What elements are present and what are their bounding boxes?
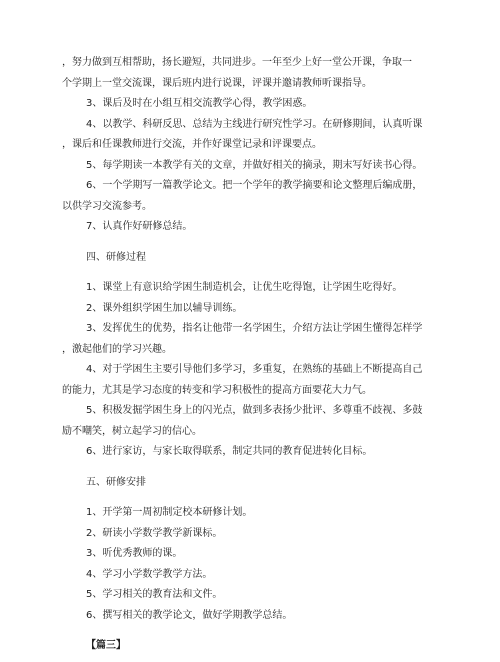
list-item: 5、积极发掘学困生身上的闪光点，做到多表扬少批评、多尊重不歧视、多鼓 bbox=[86, 405, 423, 416]
list-item: 1、课堂上有意识给学困生制造机会，让优生吃得饱，让学困生吃得好。 bbox=[86, 282, 403, 293]
paragraph-line: ，激起他们的学习兴趣。 bbox=[62, 343, 172, 355]
list-item: 6、一个学期写一篇教学论文。把一个学年的教学摘要和论文整理后编成册， bbox=[86, 180, 423, 191]
paragraph-line: 励不嘲笑，树立起学习的信心。 bbox=[62, 425, 202, 437]
paragraph-line: ，努力做到互相帮助，扬长避短，共同进步。一年至少上好一堂公开课，争取一 bbox=[62, 57, 412, 68]
paragraph-line: 个学期上一堂交流课，课后班内进行说课，评课并邀请教师听课指导。 bbox=[62, 77, 372, 89]
list-item: 5、每学期读一本教学有关的文章，并做好相关的摘录，期末写好读书心得。 bbox=[86, 159, 423, 171]
list-item: 2、课外组织学困生加以辅导训练。 bbox=[86, 302, 243, 314]
list-item: 3、发挥优生的优势，指名让他带一名学困生，介绍方法让学困生懂得怎样学 bbox=[86, 323, 423, 334]
list-item: 3、听优秀教师的课。 bbox=[86, 548, 183, 559]
list-item: 2、研读小学数学教学新课标。 bbox=[86, 527, 223, 539]
list-item: 4、以教学、科研反思、总结为主线进行研究性学习。在研修期间，认真听课 bbox=[86, 118, 423, 130]
list-item: 6、进行家访，与家长取得联系，制定共同的教育促进转化目标。 bbox=[86, 446, 373, 457]
section-title: 【篇三】 bbox=[86, 640, 126, 651]
list-item: 4、学习小学数学教学方法。 bbox=[86, 568, 213, 580]
list-item: 1、开学第一周初制定校本研修计划。 bbox=[86, 507, 253, 518]
paragraph-line: 以供学习交流参考。 bbox=[62, 200, 152, 212]
paragraph-line: ，课后和任课教师进行交流，并作好课堂记录和评课要点。 bbox=[62, 139, 322, 150]
paragraph-line: 的能力，尤其是学习态度的转变和学习积极性的提高方面要花大力气。 bbox=[62, 384, 372, 396]
list-item: 3、课后及时在小组互相交流教学心得，教学困惑。 bbox=[86, 98, 313, 109]
list-item: 4、对于学困生主要引导他们多学习，多重复，在熟练的基础上不断提高自己 bbox=[86, 364, 423, 375]
list-item: 5、学习相关的教育法和文件。 bbox=[86, 589, 223, 600]
section-heading: 五、研修安排 bbox=[86, 476, 146, 488]
document-body bbox=[62, 56, 442, 662]
section-heading: 四、研修过程 bbox=[86, 251, 146, 263]
list-item: 7、认真作好研修总结。 bbox=[86, 221, 193, 232]
list-item: 6、撰写相关的教学论文，做好学期教学总结。 bbox=[86, 609, 293, 621]
